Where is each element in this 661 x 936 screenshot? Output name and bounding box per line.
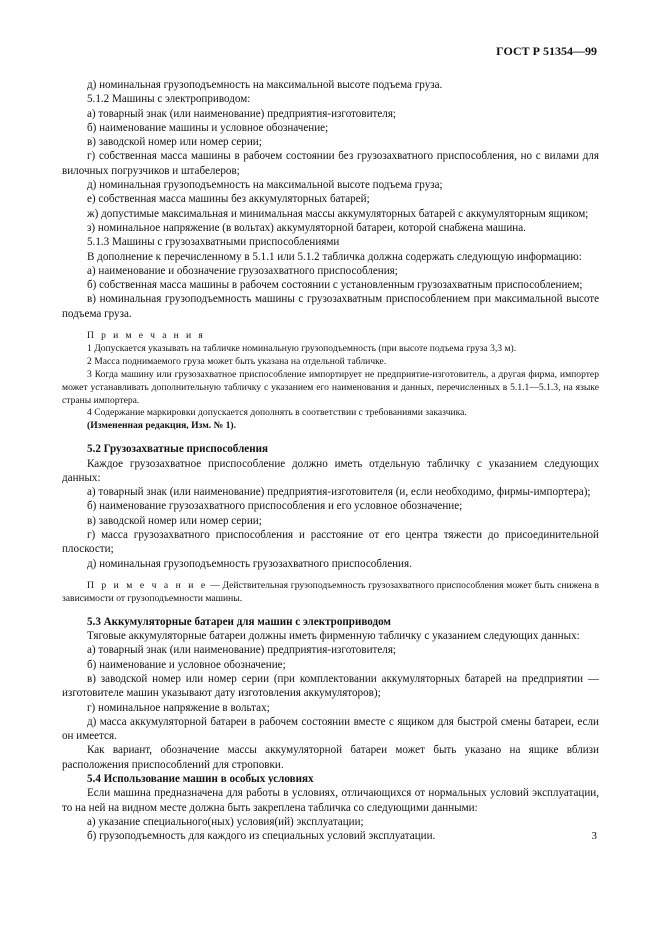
subsection-heading: 5.1.2 Машины с электроприводом:: [87, 93, 251, 106]
list-item: а) наименование и обозначение грузозахватного приспособления;: [87, 264, 398, 277]
list-item: б) грузоподъемность для каждого из специальных условий эксплуатации.: [87, 830, 436, 843]
list-item: в) заводской номер или номер серии;: [87, 514, 262, 527]
list-item: б) наименование и условное обозначение;: [87, 658, 286, 671]
note-item: 2 Масса поднимаемого груза может быть указана на отдельной табличке.: [87, 355, 387, 367]
list-item: б) наименование машины и условное обозначение;: [87, 121, 329, 134]
list-item: а) товарный знак (или наименование) предприятия-изготовителя;: [87, 107, 397, 120]
paragraph: Если машина предназначена для работы в условиях, отличающихся от нормальных условий эксплуатации, то на ней на видном месте должна быть закреплена табличка со следующими данными:: [62, 787, 599, 814]
paragraph: В дополнение к перечисленному в 5.1.1 или 5.1.2 табличка должна содержать следующую информацию:: [87, 250, 582, 263]
list-item: д) номинальная грузоподъемность на максимальной высоте подъема груза;: [87, 179, 443, 192]
list-item: з) номинальное напряжение (в вольтах) аккумуляторной батареи, которой снабжена машина.: [87, 221, 526, 234]
document-header: ГОСТ Р 51354—99: [496, 44, 597, 58]
subsection-heading: 5.1.3 Машины с грузозахватными приспособлениями: [87, 236, 340, 249]
section-heading-5-4: 5.4 Использование машин в особых условиях: [87, 773, 314, 786]
notes-title: П р и м е ч а н и я: [87, 330, 206, 342]
document-body: [62, 78, 599, 844]
note-5-2: [62, 580, 599, 606]
list-item: в) заводской номер или номер серии (при комплектовании аккумуляторных батарей на предприятии — изготовителе машин указывают дату изготовления аккумуляторов);: [62, 672, 599, 700]
list-item: б) наименование грузозахватного приспособления и его условное обозначение;: [87, 500, 463, 513]
note-item: 3 Когда машину или грузозахватное приспособление импортирует не предприятие-изготовитель, а другая фирма, импортер может устанавливать дополнительную табличку с указанием его наименования и данных, перечисленных в 5.1.1—5.1.3, на языке страны импортера.: [62, 368, 599, 406]
list-item: ж) допустимые максимальная и минимальная массы аккумуляторных батарей с аккумуляторным ящиком;: [87, 207, 589, 220]
amendment-note: (Измененная редакция, Изм. № 1).: [87, 420, 237, 432]
list-item: а) товарный знак (или наименование) предприятия-изготовителя (и, если необходимо, фирмы-импортера);: [87, 486, 591, 499]
list-item: в) заводской номер или номер серии;: [87, 136, 262, 149]
note-text: — Действительная грузоподъемность грузозахватного приспособления может быть снижена в зависимости от грузоподъемности машины.: [62, 579, 600, 604]
list-item: в) номинальная грузоподъемность машины с грузозахватным приспособлением при максимальной высоте подъема груза.: [62, 293, 599, 320]
list-item: б) собственная масса машины в рабочем состоянии с установленным грузозахватным приспособлением;: [87, 279, 583, 292]
paragraph: Каждое грузозахватное приспособление должно иметь отдельную табличку с указанием следующих данных:: [62, 457, 599, 484]
list-item: г) номинальное напряжение в вольтах;: [87, 701, 270, 714]
list-item: а) указание специального(ных) условия(ий) эксплуатации;: [87, 815, 364, 828]
list-item: е) собственная масса машины без аккумуляторных батарей;: [87, 193, 370, 206]
section-heading-5-2: 5.2 Грузозахватные приспособления: [87, 443, 269, 456]
list-item: г) масса грузозахватного приспособления и расстояние от его центра тяжести до присоединительной плоскости;: [62, 529, 599, 556]
paragraph: Как вариант, обозначение массы аккумуляторной батареи может быть указано на ящике вблизи расположения приспособлений для строповки.: [62, 744, 599, 771]
list-item: а) товарный знак (или наименование) предприятия-изготовителя;: [87, 644, 397, 657]
paragraph: Тяговые аккумуляторные батареи должны иметь фирменную табличку с указанием следующих данных:: [87, 630, 580, 643]
page-number: 3: [591, 830, 597, 842]
list-item: д) масса аккумуляторной батареи в рабочем состоянии вместе с ящиком для быстрой смены батареи, если он имеется.: [62, 715, 599, 743]
note-paragraph: [62, 580, 599, 606]
note-item: 4 Содержание маркировки допускается дополнять в соответствии с требованиями заказчика.: [87, 407, 467, 419]
section-heading-5-3: 5.3 Аккумуляторные батареи для машин с электроприводом: [87, 615, 391, 628]
note-item: 1 Допускается указывать на табличке номинальную грузоподъемность (при высоте подъема груза 3,3 м).: [87, 342, 517, 354]
paragraph: д) номинальная грузоподъемность на максимальной высоте подъема груза.: [87, 79, 443, 91]
notes-block: [62, 330, 599, 433]
note-label: П р и м е ч а н и е: [87, 579, 208, 591]
list-item: г) собственная масса машины в рабочем состоянии без грузозахватного приспособления, но с вилами для вилочных погрузчиков и штабелеров;: [62, 150, 599, 177]
list-item: д) номинальная грузоподъемность грузозахватного приспособления.: [87, 557, 412, 570]
